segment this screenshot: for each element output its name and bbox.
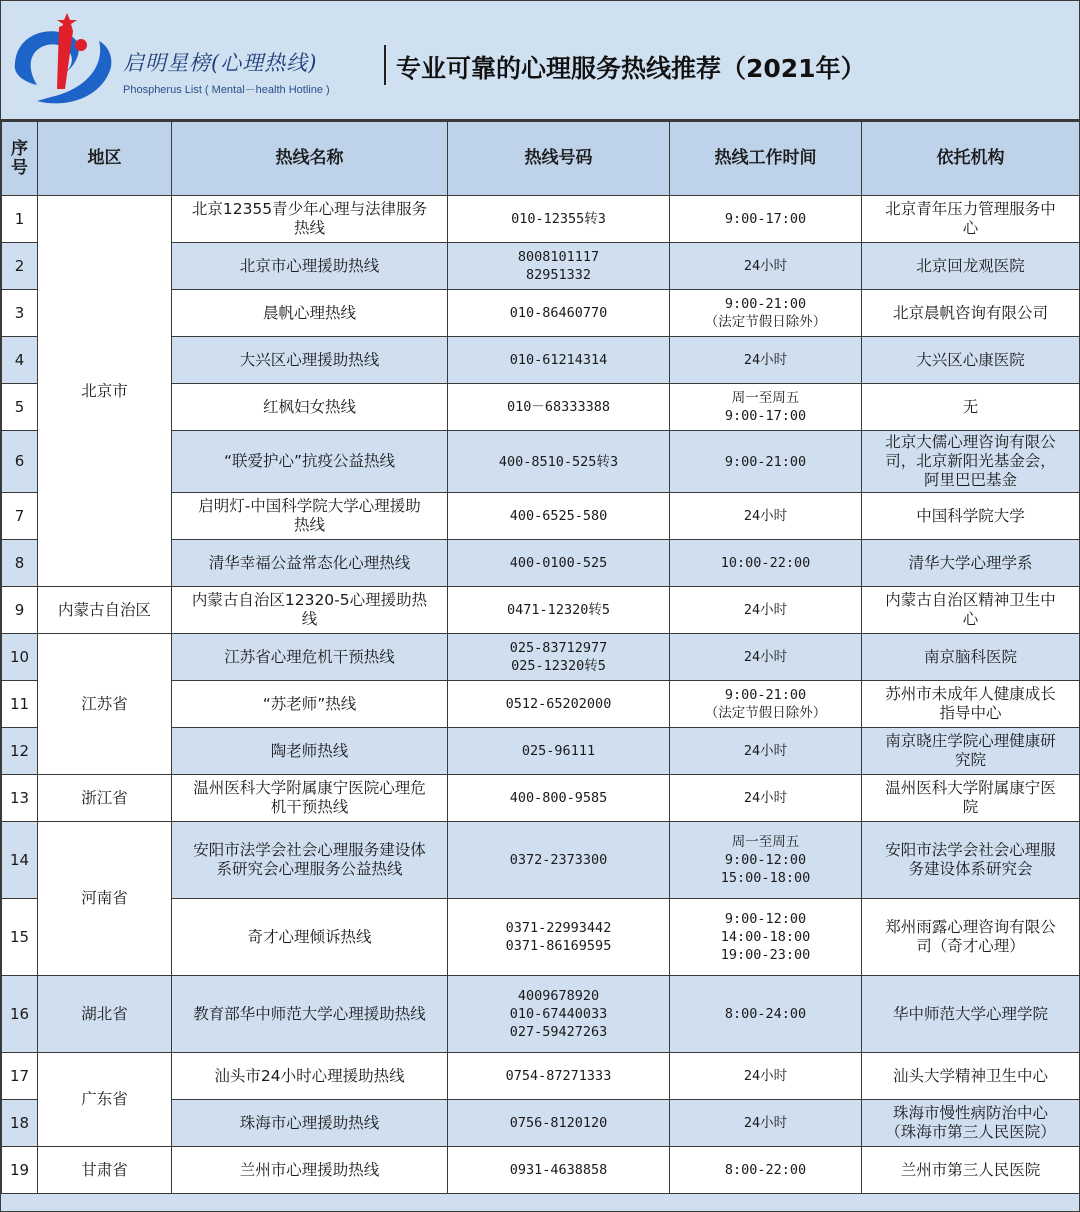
hotline-hours-line: 24小时 xyxy=(743,602,788,618)
organization xyxy=(862,431,1080,493)
row-index: 9 xyxy=(2,587,38,634)
hotline-hours xyxy=(670,976,862,1053)
hotline-phone-line: 4009678920 xyxy=(517,988,600,1004)
organization xyxy=(862,587,1080,634)
organization-line: 司，北京新阳光基金会， xyxy=(885,452,1056,470)
row-index: 8 xyxy=(2,540,38,587)
organization xyxy=(862,540,1080,587)
table-body xyxy=(2,196,1080,1194)
organization-line: 指导中心 xyxy=(939,704,1002,722)
hotline-phone-line: 0471-12320转5 xyxy=(507,602,610,618)
table-row xyxy=(2,976,1080,1053)
hotline-name xyxy=(172,634,448,681)
region-cell: 浙江省 xyxy=(38,775,172,822)
organization-line: 南京晓庄学院心理健康研 xyxy=(885,732,1056,750)
hotline-name-line: 奇才心理倾诉热线 xyxy=(247,927,372,946)
organization-line: 无 xyxy=(962,397,979,416)
brand-name: 启明星榜(心理热线) xyxy=(123,51,318,75)
hotline-name xyxy=(172,1100,448,1147)
hotline-hours-line: 24小时 xyxy=(743,1068,788,1084)
hotline-phone-line: 0512-65202000 xyxy=(505,696,612,712)
hotline-phone-line: 010-86460770 xyxy=(509,305,608,321)
organization-line: （珠海市第三人民医院） xyxy=(885,1123,1056,1141)
hotline-hours xyxy=(670,493,862,540)
table-row xyxy=(2,822,1080,899)
hotline-phone-line: 400-8510-525转3 xyxy=(498,453,619,470)
hotline-phone xyxy=(448,634,670,681)
organization-line: 汕头大学精神卫生中心 xyxy=(892,1066,1048,1085)
hotline-name xyxy=(172,196,448,243)
column-header-phone: 热线号码 xyxy=(448,122,670,196)
hotline-phone-line: 027-59427263 xyxy=(509,1024,608,1040)
organization xyxy=(862,1100,1080,1147)
page-title: 专业可靠的心理服务热线推荐（2021年） xyxy=(396,54,866,83)
row-index: 14 xyxy=(2,822,38,899)
hotline-phone xyxy=(448,384,670,431)
hotline-hours-line: 14:00-18:00 xyxy=(720,929,811,945)
column-header-hotline-name: 热线名称 xyxy=(172,122,448,196)
table-row xyxy=(2,634,1080,681)
hotline-name-line: 安阳市法学会社会心理服务建设体 xyxy=(193,841,426,859)
hotline-phone xyxy=(448,431,670,493)
hotline-name-line: 内蒙古自治区12320-5心理援助热 xyxy=(191,591,428,609)
organization xyxy=(862,337,1080,384)
organization-line: 院 xyxy=(962,798,979,816)
hotline-hours-line: 9:00-21:00 xyxy=(724,453,807,470)
hotline-name xyxy=(172,431,448,493)
hotline-hours xyxy=(670,822,862,899)
hotline-hours xyxy=(670,681,862,728)
region-cell: 广东省 xyxy=(38,1053,172,1147)
hotline-hours-line: 9:00-17:00 xyxy=(724,211,807,227)
hotline-phone-line: 400-0100-525 xyxy=(509,555,608,571)
region-cell: 北京市 xyxy=(38,196,172,587)
row-index: 11 xyxy=(2,681,38,728)
hotline-name xyxy=(172,681,448,728)
hotline-phone-line: 82951332 xyxy=(525,267,592,283)
hotline-phone xyxy=(448,540,670,587)
hotline-hours xyxy=(670,384,862,431)
hotline-hours xyxy=(670,1053,862,1100)
hotline-table xyxy=(1,121,1080,1194)
hotline-hours-line: 24小时 xyxy=(743,1115,788,1131)
organization xyxy=(862,728,1080,775)
hotline-hours-line: 24小时 xyxy=(743,508,788,524)
hotline-phone xyxy=(448,728,670,775)
organization-line: 北京晨帆咨询有限公司 xyxy=(892,303,1048,322)
hotline-name xyxy=(172,540,448,587)
hotline-hours xyxy=(670,1147,862,1194)
organization-line: 心 xyxy=(962,219,979,237)
hotline-phone xyxy=(448,1053,670,1100)
organization-line: 务建设体系研究会 xyxy=(908,860,1033,878)
hotline-phone xyxy=(448,1100,670,1147)
hotline-hours-line: 10:00-22:00 xyxy=(720,555,811,571)
organization-line: 北京大儒心理咨询有限公 xyxy=(885,433,1056,451)
row-index: 16 xyxy=(2,976,38,1053)
hotline-phone xyxy=(448,290,670,337)
hotline-hours-line: 15:00-18:00 xyxy=(720,870,811,886)
organization-line: 华中师范大学心理学院 xyxy=(892,1004,1048,1023)
hotline-hours-line: 9:00-17:00 xyxy=(724,408,807,424)
hotline-name-line: 温州医科大学附属康宁医院心理危 xyxy=(193,779,426,797)
organization xyxy=(862,634,1080,681)
organization-line: 郑州雨露心理咨询有限公 xyxy=(885,918,1056,936)
hotline-name xyxy=(172,587,448,634)
organization-line: 阿里巴巴基金 xyxy=(923,471,1017,489)
hotline-phone-line: 8008101117 xyxy=(517,249,600,265)
hotline-name xyxy=(172,493,448,540)
organization xyxy=(862,1053,1080,1100)
hotline-phone-line: 0754-87271333 xyxy=(505,1068,612,1084)
hotline-hours-line: 9:00-21:00 xyxy=(724,687,807,703)
organization xyxy=(862,775,1080,822)
hotline-name-line: 热线 xyxy=(293,516,325,534)
row-index: 3 xyxy=(2,290,38,337)
row-index: 13 xyxy=(2,775,38,822)
organization-line: 珠海市慢性病防治中心 xyxy=(892,1104,1048,1122)
hotline-hours xyxy=(670,243,862,290)
hotline-hours-line: 19:00-23:00 xyxy=(720,947,811,963)
hotline-hours xyxy=(670,540,862,587)
hotline-phone xyxy=(448,775,670,822)
hotline-hours-line: 24小时 xyxy=(743,649,788,665)
hotline-hours-line: 24小时 xyxy=(743,352,788,368)
row-index: 12 xyxy=(2,728,38,775)
hotline-hours xyxy=(670,196,862,243)
row-index: 5 xyxy=(2,384,38,431)
organization xyxy=(862,976,1080,1053)
organization-line: 心 xyxy=(962,610,979,628)
hotline-name xyxy=(172,337,448,384)
organization xyxy=(862,290,1080,337)
row-index: 1 xyxy=(2,196,38,243)
row-index: 17 xyxy=(2,1053,38,1100)
hotline-phone xyxy=(448,243,670,290)
hotline-hours xyxy=(670,775,862,822)
hotline-hours-line: 24小时 xyxy=(743,790,788,806)
organization-line: 究院 xyxy=(954,751,986,769)
organization xyxy=(862,822,1080,899)
hotline-hours xyxy=(670,1100,862,1147)
hotline-hours-line: 9:00-21:00 xyxy=(724,296,807,312)
hotline-name-line: 江苏省心理危机干预热线 xyxy=(224,647,395,666)
hotline-phone xyxy=(448,587,670,634)
hotline-name-line: “联爱护心”抗疫公益热线 xyxy=(223,452,396,470)
table-row xyxy=(2,587,1080,634)
hotline-hours-line: 9:00-12:00 xyxy=(724,911,807,927)
organization xyxy=(862,243,1080,290)
organization-line: 南京脑科医院 xyxy=(923,647,1017,666)
hotline-hours xyxy=(670,587,862,634)
logo-icon xyxy=(7,5,119,115)
region-cell: 湖北省 xyxy=(38,976,172,1053)
row-index: 19 xyxy=(2,1147,38,1194)
hotline-phone-line: 025-83712977 xyxy=(509,640,608,656)
hotline-phone xyxy=(448,976,670,1053)
hotline-name-line: 陶老师热线 xyxy=(270,741,349,760)
hotline-hours xyxy=(670,899,862,976)
hotline-name-line: 清华幸福公益常态化心理热线 xyxy=(208,553,411,572)
column-header-index-line: 号 xyxy=(11,157,28,178)
row-index: 4 xyxy=(2,337,38,384)
hotline-name-line: 珠海市心理援助热线 xyxy=(239,1113,380,1132)
row-index: 2 xyxy=(2,243,38,290)
hotline-phone-line: 400-6525-580 xyxy=(509,508,608,524)
hotline-phone-line: 025-96111 xyxy=(521,743,596,759)
hotline-hours-line: 24小时 xyxy=(743,258,788,274)
hotline-phone xyxy=(448,822,670,899)
hotline-hours-line: （法定节假日除外） xyxy=(704,705,827,721)
hotline-name-line: “苏老师”热线 xyxy=(262,694,357,713)
region-cell: 甘肃省 xyxy=(38,1147,172,1194)
organization-line: 苏州市未成年人健康成长 xyxy=(885,685,1056,703)
hotline-name-line: 北京市心理援助热线 xyxy=(239,256,380,275)
hotline-name-line: 系研究会心理服务公益热线 xyxy=(216,860,403,878)
column-header-index-line: 序 xyxy=(11,138,28,159)
hotline-name-line: 机干预热线 xyxy=(270,798,349,816)
organization xyxy=(862,384,1080,431)
title-separator xyxy=(384,45,386,85)
hotline-hours-line: 周一至周五 xyxy=(731,390,800,406)
row-index: 6 xyxy=(2,431,38,493)
hotline-hours xyxy=(670,634,862,681)
hotline-name xyxy=(172,290,448,337)
hotline-phone-line: 0756-8120120 xyxy=(509,1115,608,1131)
organization xyxy=(862,493,1080,540)
column-header-hours: 热线工作时间 xyxy=(670,122,862,196)
hotline-phone-line: 010－68333388 xyxy=(507,399,610,415)
hotline-hours-line: 8:00-22:00 xyxy=(724,1162,807,1178)
hotline-name-line: 红枫妇女热线 xyxy=(262,397,356,416)
organization xyxy=(862,1147,1080,1194)
hotline-name-line: 北京12355青少年心理与法律服务 xyxy=(191,200,428,218)
region-cell: 内蒙古自治区 xyxy=(38,587,172,634)
hotline-name-line: 兰州市心理援助热线 xyxy=(239,1160,380,1179)
hotline-phone xyxy=(448,493,670,540)
region-cell: 河南省 xyxy=(38,822,172,976)
hotline-name-line: 教育部华中师范大学心理援助热线 xyxy=(193,1004,426,1023)
hotline-hours xyxy=(670,728,862,775)
organization-line: 兰州市第三人民医院 xyxy=(900,1160,1041,1179)
hotline-name xyxy=(172,384,448,431)
hotline-phone-line: 0372-2373300 xyxy=(509,852,608,868)
hotline-hours-line: 9:00-12:00 xyxy=(724,852,807,868)
column-header-organization: 依托机构 xyxy=(862,122,1080,196)
row-index: 15 xyxy=(2,899,38,976)
hotline-phone xyxy=(448,196,670,243)
hotline-phone-line: 0371-86169595 xyxy=(505,938,612,954)
organization xyxy=(862,899,1080,976)
hotline-name xyxy=(172,976,448,1053)
hotline-name xyxy=(172,822,448,899)
hotline-name-line: 大兴区心理援助热线 xyxy=(239,350,380,369)
hotline-phone xyxy=(448,899,670,976)
hotline-phone xyxy=(448,681,670,728)
table-row xyxy=(2,1147,1080,1194)
hotline-name xyxy=(172,1053,448,1100)
organization-line: 大兴区心康医院 xyxy=(916,350,1025,369)
row-index: 7 xyxy=(2,493,38,540)
region-cell: 江苏省 xyxy=(38,634,172,775)
hotline-name-line: 热线 xyxy=(293,219,325,237)
hotline-hours-line: 周一至周五 xyxy=(731,834,800,850)
hotline-hours xyxy=(670,337,862,384)
hotline-phone-line: 010-12355转3 xyxy=(511,211,606,227)
row-index: 10 xyxy=(2,634,38,681)
hotline-name-line: 线 xyxy=(301,610,318,628)
table-row xyxy=(2,196,1080,243)
organization-line: 北京青年压力管理服务中 xyxy=(885,200,1056,218)
hotline-phone xyxy=(448,1147,670,1194)
organization-line: 北京回龙观医院 xyxy=(916,256,1025,275)
hotline-name-line: 汕头市24小时心理援助热线 xyxy=(214,1066,405,1085)
organization-line: 安阳市法学会社会心理服 xyxy=(885,841,1056,859)
hotline-phone-line: 025-12320转5 xyxy=(511,658,606,674)
hotline-phone xyxy=(448,337,670,384)
organization xyxy=(862,196,1080,243)
column-header-index xyxy=(2,122,38,196)
hotline-name xyxy=(172,728,448,775)
organization xyxy=(862,681,1080,728)
hotline-hours xyxy=(670,431,862,493)
organization-line: 司（奇才心理） xyxy=(916,937,1025,955)
hotline-name xyxy=(172,899,448,976)
hotline-name xyxy=(172,243,448,290)
organization-line: 清华大学心理学系 xyxy=(908,553,1033,572)
hotline-phone-line: 010-67440033 xyxy=(509,1006,608,1022)
hotline-hours-line: 8:00-24:00 xyxy=(724,1006,807,1022)
brand-subtitle: Phospherus List ( Mental－health Hotline ) xyxy=(123,84,330,96)
column-header-region: 地区 xyxy=(38,122,172,196)
hotline-phone-line: 010-61214314 xyxy=(509,352,608,368)
hotline-phone-line: 0931-4638858 xyxy=(509,1162,608,1178)
header-banner xyxy=(1,1,1079,121)
hotline-hours-line: 24小时 xyxy=(743,743,788,759)
hotline-phone-line: 400-800-9585 xyxy=(509,790,608,806)
hotline-phone-line: 0371-22993442 xyxy=(505,920,612,936)
hotline-name-line: 晨帆心理热线 xyxy=(262,303,356,322)
organization-line: 内蒙古自治区精神卫生中 xyxy=(885,591,1056,609)
row-index: 18 xyxy=(2,1100,38,1147)
hotline-name-line: 启明灯-中国科学院大学心理援助 xyxy=(198,497,421,515)
table-row xyxy=(2,775,1080,822)
hotline-name xyxy=(172,1147,448,1194)
organization-line: 中国科学院大学 xyxy=(916,506,1025,525)
hotline-name xyxy=(172,775,448,822)
hotline-hours-line: （法定节假日除外） xyxy=(704,314,827,330)
organization-line: 温州医科大学附属康宁医 xyxy=(885,779,1056,797)
hotline-hours xyxy=(670,290,862,337)
table-header-row xyxy=(2,122,1080,196)
table-row xyxy=(2,1053,1080,1100)
